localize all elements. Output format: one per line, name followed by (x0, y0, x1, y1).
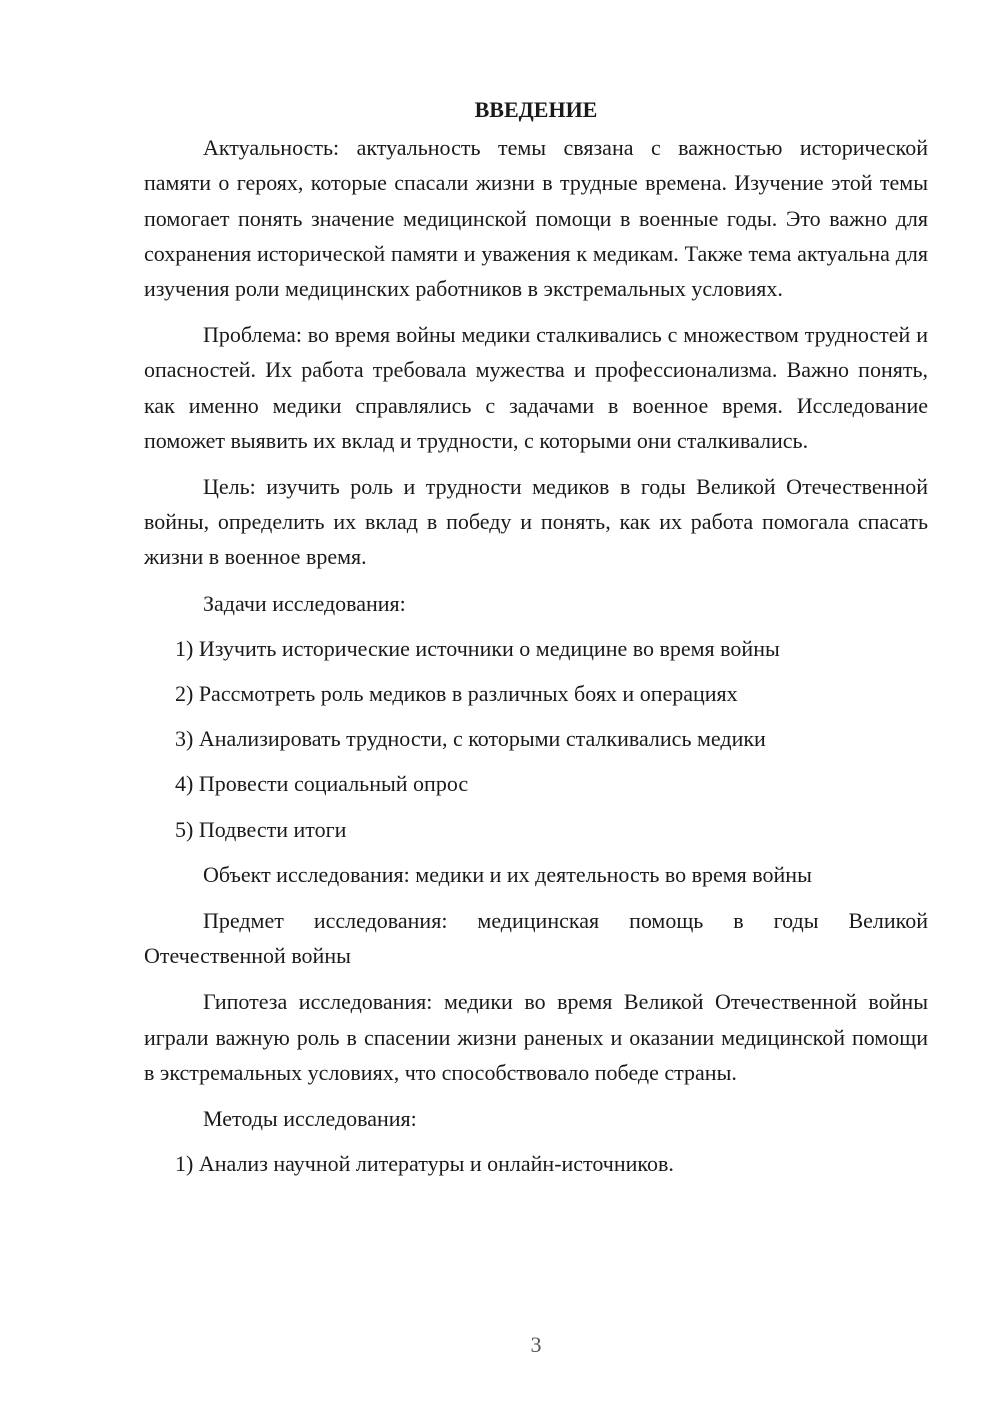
list-item: 5) Подвести итоги (175, 816, 347, 842)
list-item: 4) Провести социальный опрос (175, 771, 469, 797)
list-item: 3) Анализировать трудности, с которыми сталкивались медики (175, 726, 766, 752)
methods-list (144, 1146, 928, 1181)
methods-heading: Методы исследования: (203, 1106, 417, 1132)
subject-paragraph: Предмет исследования: медицинская помощь в годы Великой Отечественной войны (144, 908, 928, 969)
section-title: ВВЕДЕНИЕ (474, 97, 598, 122)
relevance-paragraph: Актуальность: актуальность темы связана с важностью исторической памяти о героях, которые спасали жизни в трудные времена. Изучение этой темы помогает понять значение медицинской помощи в военные годы. Это важно для сохранения исторической памяти и уважения к медикам. Также тема актуальна для изучения роли медицинских работников в экстремальных условиях. (144, 135, 928, 302)
problem-paragraph: Проблема: во время войны медики сталкивались с множеством трудностей и опасностей. Их работа требовала мужества и профессионализма. Важно понять, как именно медики справлялись с задачами в военное время. Исследование поможет выявить их вклад и трудности, с которыми они сталкивались. (144, 322, 928, 453)
page-number: 3 (530, 1332, 542, 1357)
list-item: 2) Рассмотреть роль медиков в различных боях и операциях (175, 681, 738, 707)
page-content (144, 92, 928, 1191)
goal-paragraph: Цель: изучить роль и трудности медиков в годы Великой Отечественной войны, определить их вклад в победу и понять, как их работа помогала спасать жизни в военное время. (144, 474, 928, 570)
list-item: 1) Изучить исторические источники о медицине во время войны (175, 635, 780, 661)
tasks-heading: Задачи исследования: (203, 590, 406, 616)
hypothesis-paragraph: Гипотеза исследования: медики во время Великой Отечественной войны играли важную роль в спасении жизни раненых и оказании медицинской помощи в экстремальных условиях, что способствовало победе страны. (144, 989, 928, 1085)
object-paragraph: Объект исследования: медики и их деятельность во время войны (203, 861, 812, 887)
list-item: 1) Анализ научной литературы и онлайн-источников. (175, 1151, 674, 1177)
tasks-list (144, 631, 928, 847)
